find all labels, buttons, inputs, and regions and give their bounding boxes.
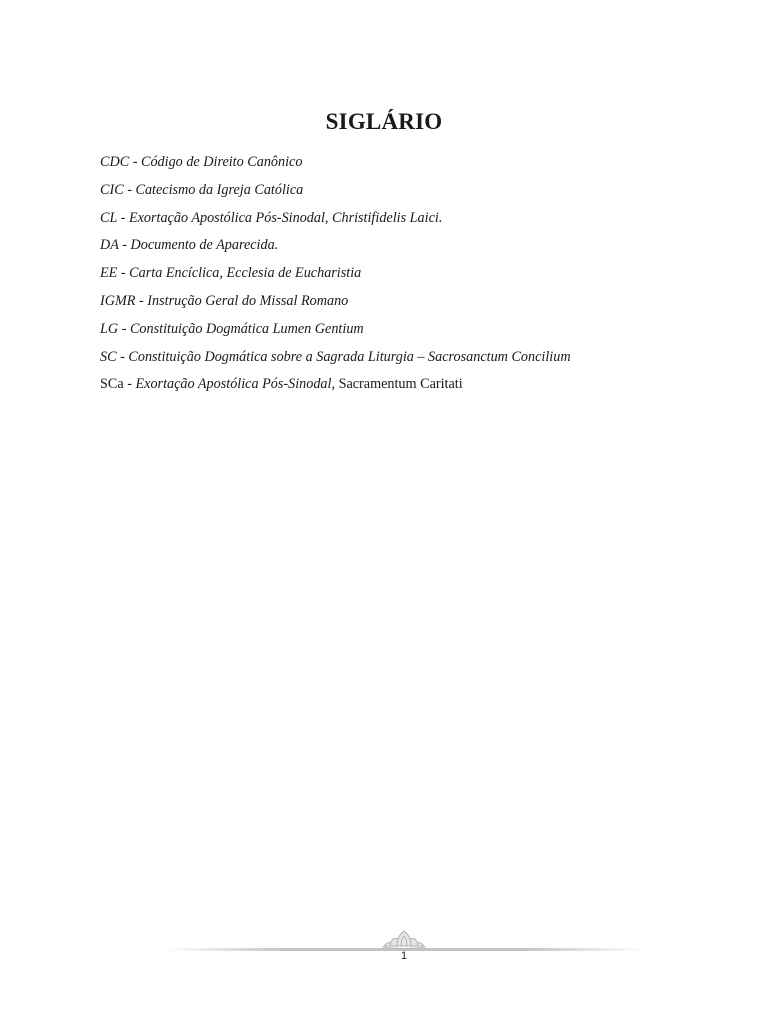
abbreviation-meaning-tail: , Sacramentum Caritati [331,376,463,393]
abbreviation-meaning: Código de Direito Canônico [141,154,303,170]
list-item [100,318,700,346]
separator: - [117,265,130,282]
abbreviation-meaning: Constituição Dogmática Lumen Gentium [129,320,364,337]
list-item [100,179,700,207]
abbreviation-meaning: Instrução Geral do Missal Romano [147,292,349,309]
abbreviation-list [100,151,700,401]
abbreviation-meaning: Documento de Aparecida. [130,237,279,254]
abbreviation: CL [100,209,118,226]
abbreviation: DA [100,237,119,254]
list-item [100,151,700,179]
abbreviation: CDC [100,154,130,170]
page-number: 1 [400,950,408,962]
separator: - [123,376,136,393]
list-item [100,207,700,235]
separator: - [118,320,130,337]
abbreviation: IGMR [100,292,136,309]
abbreviation: LG [100,320,119,337]
separator: - [123,181,136,198]
list-item [100,346,700,374]
list-item [100,290,700,318]
abbreviation: SCa [100,376,124,393]
abbreviation-meaning: Catecismo da Igreja Católica [135,181,304,198]
separator: - [135,292,148,309]
abbreviation-meaning: Exortação Apostólica Pós-Sinodal [135,376,332,393]
abbreviation: SC [100,348,117,365]
abbreviation: CIC [100,181,124,198]
separator: - [129,154,141,170]
abbreviation-meaning: Carta Encíclica, Ecclesia de Eucharistia [129,265,362,282]
lotus-flower-icon [380,929,428,951]
abbreviation-meaning: Exortação Apostólica Pós-Sinodal, Christifidelis Laici. [128,209,443,226]
list-item [100,262,700,290]
separator: - [117,209,129,226]
page-title: SIGLÁRIO [325,109,443,135]
list-item [100,234,700,262]
separator: - [116,348,129,365]
page-footer [0,926,768,976]
list-item [100,373,700,401]
abbreviation: EE [100,265,118,282]
abbreviation-meaning: Constituição Dogmática sobre a Sagrada Liturgia – Sacrosanctum Concilium [128,348,571,365]
separator: - [118,237,131,254]
